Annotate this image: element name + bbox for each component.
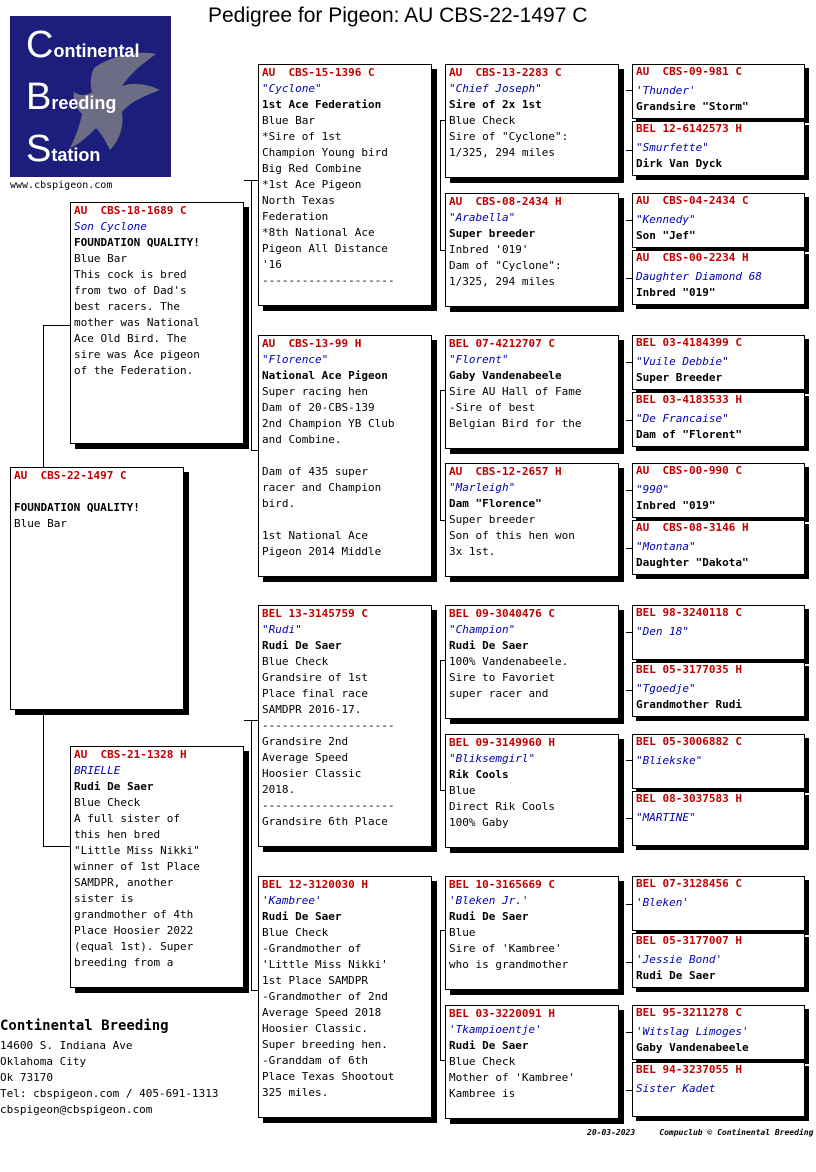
gen4-name: "990": [636, 483, 670, 496]
gen4-sub: Son "Jef": [636, 229, 696, 242]
ggp-text: Super breeder Son of this hen won 3x 1st.: [449, 513, 575, 558]
gen4-sub: Grandsire "Storm": [636, 100, 749, 113]
gen4-sub: Dam of "Florent": [636, 428, 742, 441]
gen4-box[interactable]: [632, 392, 805, 447]
connector-line: [440, 930, 441, 1060]
ggp-text: Blue Direct Rik Cools 100% Gaby: [449, 784, 555, 829]
grandparent-id: BEL 12-3120030 H: [262, 878, 368, 891]
gen4-name: "Kennedy": [636, 213, 696, 226]
connector-line: [43, 325, 44, 468]
sire-name: Son Cyclone: [74, 220, 147, 233]
gen4-name: "De Francaise": [636, 412, 729, 425]
gen4-id: BEL 95-3211278 C: [636, 1006, 742, 1019]
gen4-id: BEL 94-3237055 H: [636, 1063, 742, 1076]
dam-id: AU CBS-21-1328 H: [74, 748, 187, 761]
ggp-id: AU CBS-12-2657 H: [449, 465, 562, 478]
great-grandparent-box[interactable]: [445, 64, 619, 178]
ggp-id: AU CBS-08-2434 H: [449, 195, 562, 208]
ggp-text: Blue Sire of 'Kambree' who is grandmother: [449, 926, 569, 971]
gen4-box[interactable]: [632, 463, 805, 518]
gen4-box[interactable]: [632, 1062, 805, 1117]
ggp-text: Blue Check Sire of "Cyclone": 1/325, 294 miles: [449, 114, 569, 159]
connector-line: [440, 390, 441, 520]
gen4-name: "Vuile Debbie": [636, 355, 729, 368]
connector-line: [244, 180, 258, 181]
grandparent-box[interactable]: [258, 335, 432, 577]
gen4-name: 'Witslag Limoges': [636, 1025, 749, 1038]
ggp-name: "Marleigh": [449, 481, 516, 494]
website-link[interactable]: www.cbspigeon.com: [10, 180, 113, 191]
contact-block: [0, 1018, 219, 1118]
connector-line: [43, 325, 70, 326]
grandparent-id: BEL 13-3145759 C: [262, 607, 368, 620]
ggp-sub: Rudi De Saer: [449, 639, 529, 652]
gen4-sub: Dirk Van Dyck: [636, 157, 723, 170]
great-grandparent-box[interactable]: [445, 1005, 619, 1119]
gen4-box[interactable]: [632, 64, 805, 119]
logo-line-station: Station: [26, 128, 101, 170]
grandparent-sub: National Ace Pigeon: [262, 369, 388, 382]
ggp-id: AU CBS-13-2283 C: [449, 66, 562, 79]
ggp-sub: Rudi De Saer: [449, 910, 529, 923]
gen4-name: 'Bleken': [636, 896, 689, 909]
ggp-text: Inbred '019' Dam of "Cyclone": 1/325, 294 miles: [449, 243, 562, 288]
page-title: Pedigree for Pigeon: AU CBS-22-1497 C: [208, 4, 588, 27]
ggp-name: "Arabella": [449, 211, 516, 224]
grandparent-sub: 1st Ace Federation: [262, 98, 382, 111]
gen4-id: AU CBS-00-990 C: [636, 464, 742, 477]
grandparent-name: 'Kambree': [262, 894, 322, 907]
ggp-sub: Dam "Florence": [449, 497, 542, 510]
gen4-box[interactable]: [632, 193, 805, 248]
great-grandparent-box[interactable]: [445, 605, 619, 719]
ggp-name: "Chief Joseph": [449, 82, 542, 95]
gen4-box[interactable]: [632, 933, 805, 988]
contact-address-1: 14600 S. Indiana Ave: [0, 1039, 133, 1052]
gen4-sub: Inbred "019": [636, 286, 716, 299]
connector-line: [244, 720, 258, 721]
ggp-name: "Champion": [449, 623, 516, 636]
ggp-text: Blue Check Mother of 'Kambree' Kambree is: [449, 1055, 575, 1100]
gen4-name: "Bliekske": [636, 754, 703, 767]
cbs-logo: [10, 16, 171, 177]
grandparent-id: AU CBS-15-1396 C: [262, 66, 375, 79]
footer: [587, 1128, 813, 1137]
gen4-sub: Inbred "019": [636, 499, 716, 512]
footer-credit: Compuclub © Continental Breeding: [659, 1128, 814, 1137]
gen4-id: BEL 98-3240118 C: [636, 606, 742, 619]
gen4-name: "Montana": [636, 540, 696, 553]
footer-date: 20-03-2023: [587, 1128, 636, 1137]
contact-email[interactable]: cbspigeon@cbspigeon.com: [0, 1103, 153, 1116]
gen4-box[interactable]: [632, 791, 805, 846]
ggp-name: "Florent": [449, 353, 509, 366]
gen4-name: "MARTINE": [636, 811, 696, 824]
contact-address-3: Ok 73170: [0, 1071, 53, 1084]
subject-color: Blue Bar: [14, 517, 67, 530]
great-grandparent-box[interactable]: [445, 876, 619, 990]
great-grandparent-box[interactable]: [445, 335, 619, 449]
connector-line: [251, 990, 258, 991]
ggp-id: BEL 09-3040476 C: [449, 607, 555, 620]
gen4-id: AU CBS-04-2434 C: [636, 194, 749, 207]
gen4-name: Sister Kadet: [636, 1082, 716, 1095]
gen4-id: BEL 03-4183533 H: [636, 393, 742, 406]
gen4-name: 'Thunder': [636, 84, 696, 97]
great-grandparent-box[interactable]: [445, 193, 619, 307]
connector-line: [43, 846, 70, 847]
gen4-id: AU CBS-08-3146 H: [636, 521, 749, 534]
gen4-box[interactable]: [632, 605, 805, 660]
grandparent-box[interactable]: [258, 64, 432, 306]
connector-line: [251, 450, 258, 451]
gen4-id: BEL 05-3177007 H: [636, 934, 742, 947]
sire-sub: FOUNDATION QUALITY!: [74, 236, 200, 249]
contact-tel[interactable]: Tel: cbspigeon.com / 405-691-1313: [0, 1087, 219, 1100]
ggp-text: 100% Vandenabeele. Sire to Favoriet super racer and: [449, 655, 569, 700]
sire-id: AU CBS-18-1689 C: [74, 204, 187, 217]
grandparent-text: Blue Bar *Sire of 1st Champion Young bird Big Red Combine *1st Ace Pigeon North Texas Federation *8th National Ace Pigeon All Distance '16 --------------------: [262, 114, 395, 287]
gen4-sub: Daughter "Dakota": [636, 556, 749, 569]
gen4-id: BEL 05-3177035 H: [636, 663, 742, 676]
gen4-box[interactable]: [632, 876, 805, 931]
ggp-id: BEL 09-3149960 H: [449, 736, 555, 749]
ggp-text: Sire AU Hall of Fame -Sire of best Belgian Bird for the: [449, 385, 582, 430]
gen4-name: "Smurfette": [636, 141, 709, 154]
grandparent-box[interactable]: [258, 876, 432, 1118]
grandparent-name: "Florence": [262, 353, 329, 366]
gen4-box[interactable]: [632, 121, 805, 176]
gen4-id: BEL 08-3037583 H: [636, 792, 742, 805]
gen4-name: "Tgoedje": [636, 682, 696, 695]
gen4-name: "Den 18": [636, 625, 689, 638]
gen4-box[interactable]: [632, 662, 805, 717]
grandparent-sub: Rudi De Saer: [262, 639, 342, 652]
subject-quality: FOUNDATION QUALITY!: [14, 501, 140, 514]
logo-line-breeding: Breeding: [26, 76, 117, 118]
sire-text: Blue Bar This cock is bred from two of Dad's best racers. The mother was National Ace Old Bird. The sire was Ace pigeon of the Federation.: [74, 252, 200, 377]
grandparent-sub: Rudi De Saer: [262, 910, 342, 923]
great-grandparent-box[interactable]: [445, 734, 619, 848]
ggp-sub: Rik Cools: [449, 768, 509, 781]
logo-line-continental: Continental: [26, 24, 140, 66]
gen4-sub: Super Breeder: [636, 371, 723, 384]
gen4-box[interactable]: [632, 520, 805, 575]
dam-text: Blue Check A full sister of this hen bred "Little Miss Nikki" winner of 1st Place SAMDPR, another sister is grandmother of 4th Place Hoosier 2022 (equal 1st). Super breeding from a: [74, 796, 200, 969]
ggp-id: BEL 03-3220091 H: [449, 1007, 555, 1020]
gen4-sub: Gaby Vandenabeele: [636, 1041, 749, 1054]
ggp-sub: Super breeder: [449, 227, 536, 240]
gen4-id: AU CBS-00-2234 H: [636, 251, 749, 264]
grandparent-id: AU CBS-13-99 H: [262, 337, 362, 350]
gen4-id: BEL 03-4184399 C: [636, 336, 742, 349]
gen4-id: BEL 07-3128456 C: [636, 877, 742, 890]
gen4-name: Daughter Diamond 68: [636, 270, 762, 283]
dam-name: BRIELLE: [74, 764, 121, 777]
ggp-sub: Rudi De Saer: [449, 1039, 529, 1052]
connector-line: [440, 660, 441, 790]
ggp-name: 'Tkampioentje': [449, 1023, 542, 1036]
gen4-sub: Rudi De Saer: [636, 969, 716, 982]
ggp-sub: Gaby Vandenabeele: [449, 369, 562, 382]
connector-line: [440, 120, 441, 250]
gen4-box[interactable]: [632, 335, 805, 390]
great-grandparent-box[interactable]: [445, 463, 619, 577]
ggp-name: 'Bleken Jr.': [449, 894, 529, 907]
gen4-id: BEL 12-6142573 H: [636, 122, 742, 135]
grandparent-text: Super racing hen Dam of 20-CBS-139 2nd Champion YB Club and Combine. Dam of 435 super racer and Champion bird. 1st National Ace Pigeon 2014 Middle: [262, 385, 395, 558]
gen4-id: AU CBS-09-981 C: [636, 65, 742, 78]
sire-box[interactable]: [70, 202, 244, 444]
dam-sub: Rudi De Saer: [74, 780, 154, 793]
ggp-id: BEL 07-4212707 C: [449, 337, 555, 350]
contact-name: Continental Breeding: [0, 1018, 169, 1034]
gen4-box[interactable]: [632, 250, 805, 305]
ggp-id: BEL 10-3165669 C: [449, 878, 555, 891]
dam-box[interactable]: [70, 746, 244, 988]
grandparent-name: "Cyclone": [262, 82, 322, 95]
gen4-id: BEL 05-3006882 C: [636, 735, 742, 748]
gen4-box[interactable]: [632, 1005, 805, 1060]
contact-address-2: Oklahoma City: [0, 1055, 87, 1068]
connector-line: [251, 180, 252, 450]
grandparent-text: Blue Check Grandsire of 1st Place final race SAMDPR 2016-17. -------------------- Grandsire 2nd Average Speed Hoosier Classic 2018. -------------------- Grandsire 6th Place: [262, 655, 395, 828]
gen4-sub: Grandmother Rudi: [636, 698, 742, 711]
connector-line: [251, 720, 252, 990]
grandparent-box[interactable]: [258, 605, 432, 847]
grandparent-name: "Rudi": [262, 623, 302, 636]
grandparent-text: Blue Check -Grandmother of 'Little Miss Nikki' 1st Place SAMDPR -Grandmother of 2nd Average Speed 2018 Hoosier Classic. Super breeding hen. -Granddam of 6th Place Texas Shootout 325 miles.: [262, 926, 395, 1099]
gen4-box[interactable]: [632, 734, 805, 789]
connector-line: [43, 710, 44, 847]
ggp-sub: Sire of 2x 1st: [449, 98, 542, 111]
gen4-name: 'Jessie Bond': [636, 953, 723, 966]
ggp-name: "Bliksemgirl": [449, 752, 536, 765]
subject-box[interactable]: [10, 467, 184, 710]
subject-id: AU CBS-22-1497 C: [14, 469, 127, 482]
